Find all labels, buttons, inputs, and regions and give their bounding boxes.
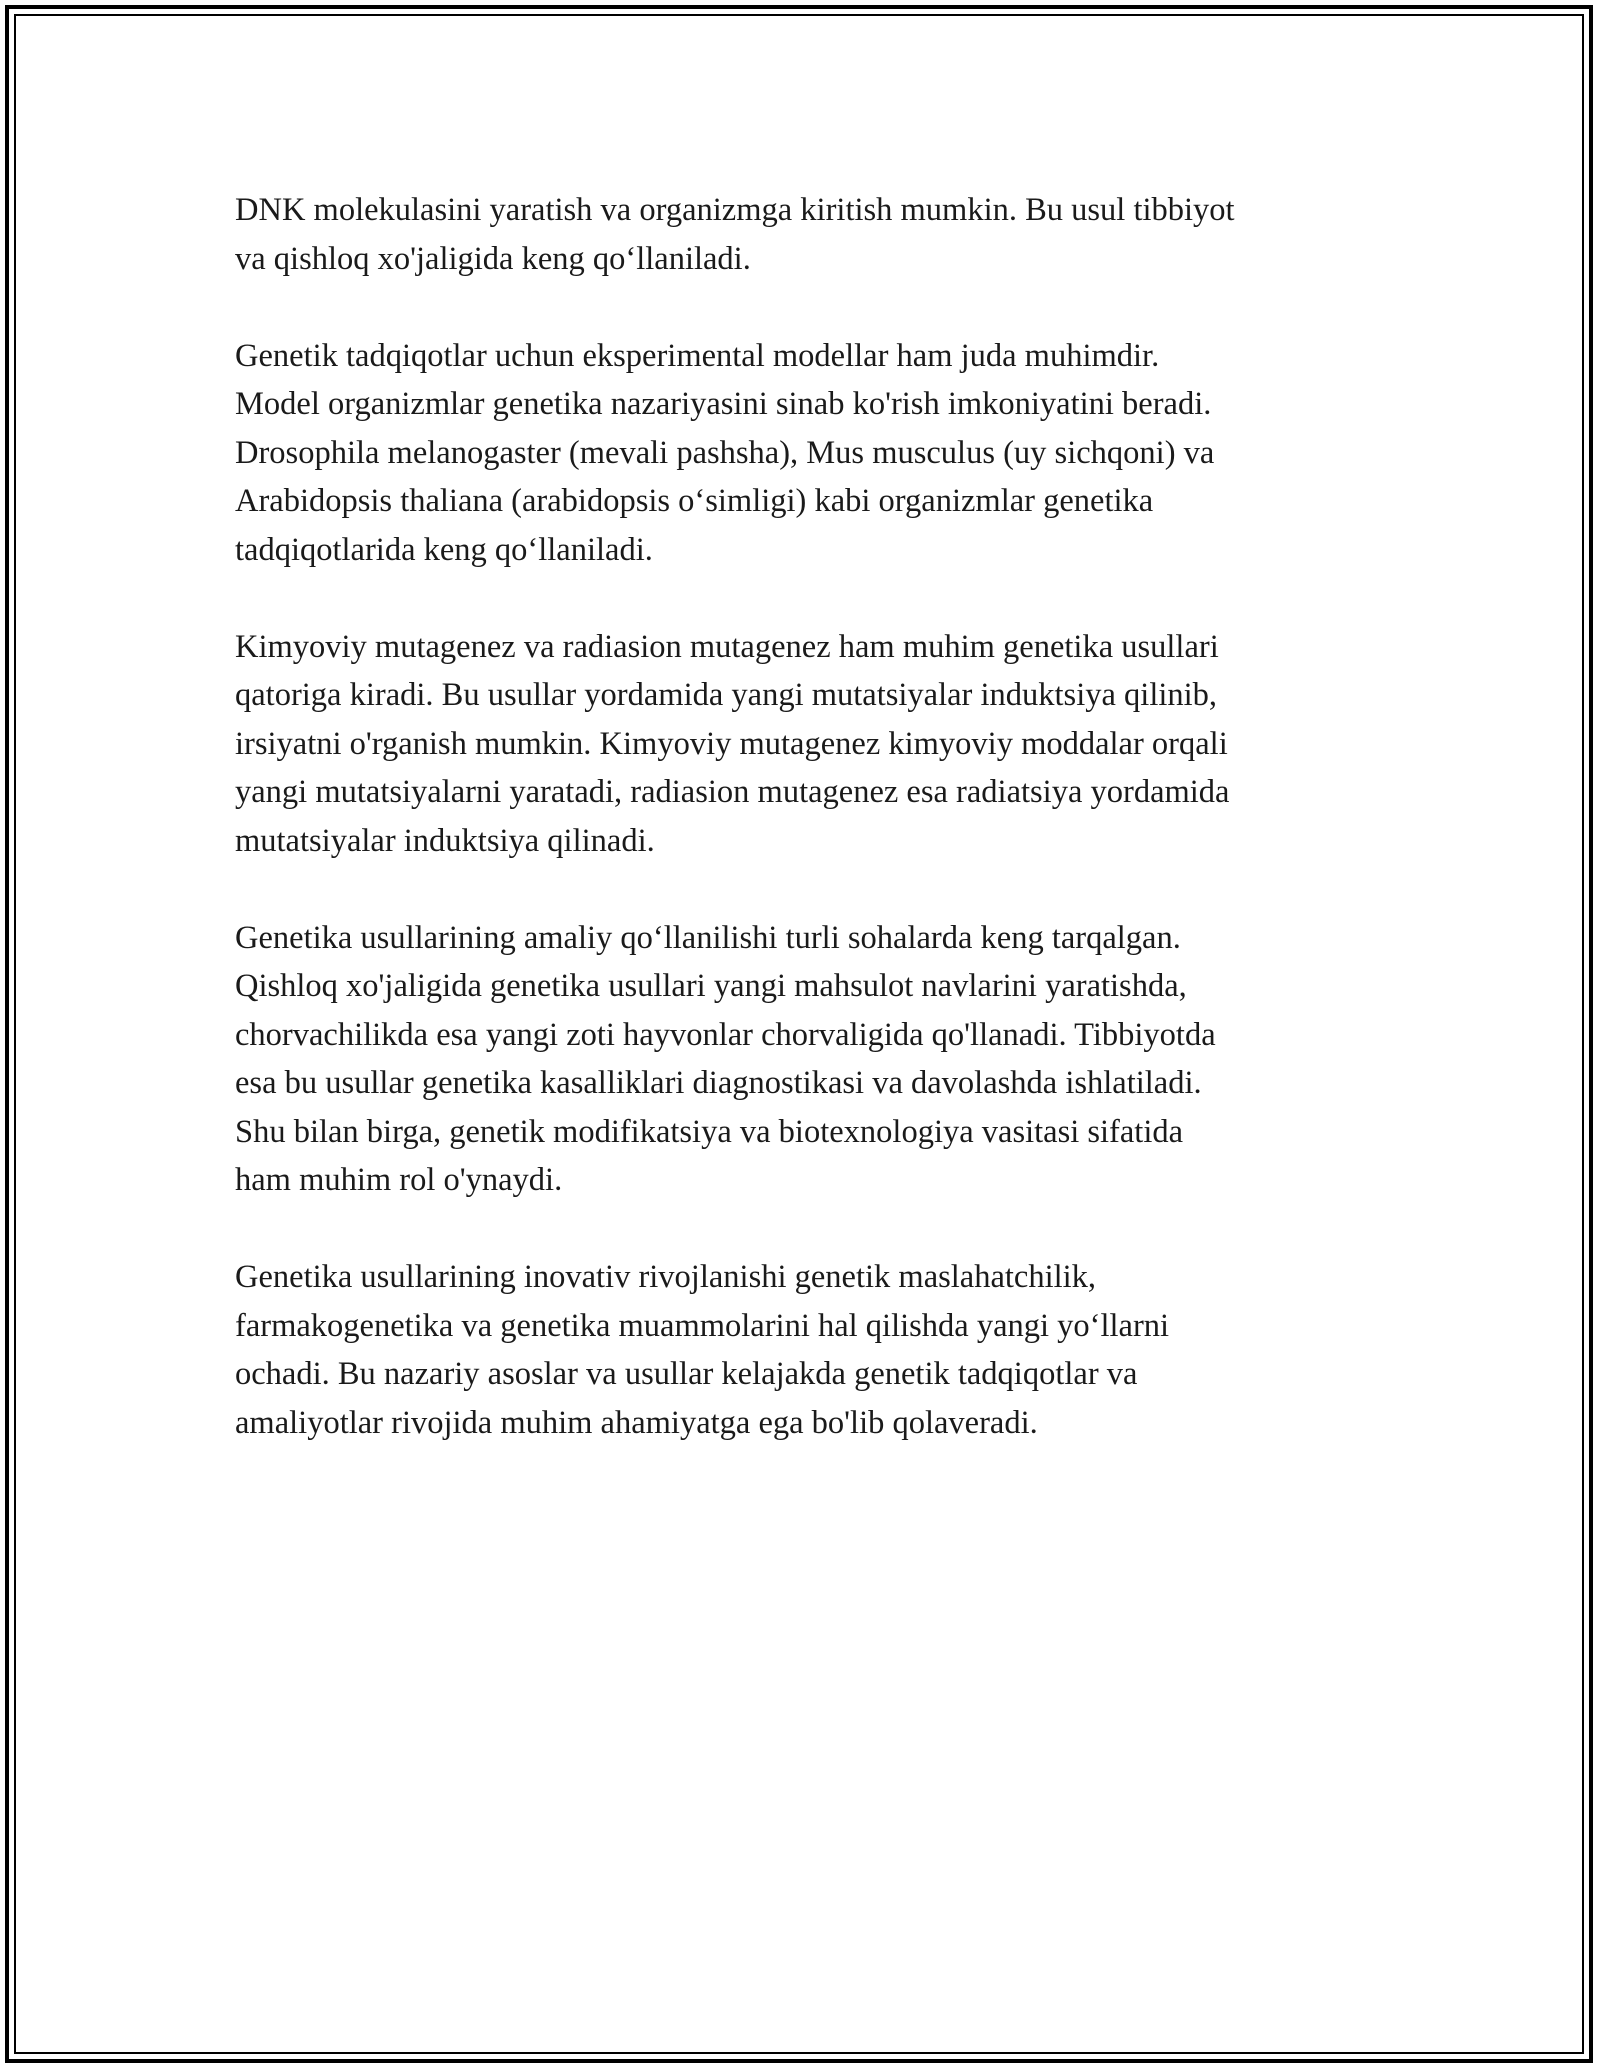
paragraph-mutagenesis — [235, 623, 1395, 866]
text-line: Model organizmlar genetika nazariyasini sinab ko'rish imkoniyatini beradi. — [235, 386, 1212, 422]
text-line: Shu bilan birga, genetik modifikatsiya va biotexnologiya vasitasi sifatida — [235, 1113, 1184, 1150]
text-line: yangi mutatsiyalarni yaratadi, radiasion mutagenez esa radiatsiya yordamida — [235, 774, 1230, 810]
text-line: Drosophila melanogaster (mevali pashsha), Mus musculus (uy sichqoni) va — [235, 434, 1215, 471]
text-line: va qishloq xo'jaligida keng qo‘llaniladi. — [235, 240, 751, 277]
text-line: amaliyotlar rivojida muhim ahamiyatga ega bo'lib qolaveradi. — [235, 1404, 1038, 1441]
text-line: Arabidopsis thaliana (arabidopsis o‘simligi) kabi organizmlar genetika — [235, 483, 1154, 519]
text-line: ochadi. Bu nazariy asoslar va usullar kelajakda genetik tadqiqotlar va — [235, 1356, 1138, 1392]
text-line: Genetika usullarining amaliy qo‘llanilishi turli sohalarda keng tarqalgan. — [235, 919, 1181, 956]
text-line: DNK molekulasini yaratish va organizmga kiritish mumkin. Bu usul tibbiyot — [235, 192, 1235, 228]
text-line: irsiyatni o'rganish mumkin. Kimyoviy mutagenez kimyoviy moddalar orqali — [235, 725, 1228, 762]
text-line: esa bu usullar genetika kasalliklari diagnostikasi va davolashda ishlatiladi. — [235, 1065, 1202, 1101]
paragraph-applications — [235, 914, 1395, 1205]
text-line: Qishloq xo'jaligida genetika usullari yangi mahsulot navlarini yaratishda, — [235, 968, 1187, 1004]
text-line: Genetik tadqiqotlar uchun eksperimental modellar ham juda muhimdir. — [235, 337, 1160, 374]
paragraph-innovation — [235, 1253, 1395, 1447]
text-line: qatoriga kiradi. Bu usullar yordamida yangi mutatsiyalar induktsiya qilinib, — [235, 677, 1218, 713]
text-line: Genetika usullarining inovativ rivojlanishi genetik maslahatchilik, — [235, 1259, 1097, 1295]
paragraph-model-organisms — [235, 332, 1395, 575]
text-line: chorvachilikda esa yangi zoti hayvonlar chorvaligida qo'llanadi. Tibbiyotda — [235, 1016, 1216, 1053]
document-body — [235, 186, 1395, 1496]
text-line: mutatsiyalar induktsiya qilinadi. — [235, 822, 655, 859]
text-line: farmakogenetika va genetika muammolarini hal qilishda yangi yo‘llarni — [235, 1307, 1170, 1344]
text-line: Kimyoviy mutagenez va radiasion mutagenez ham muhim genetika usullari — [235, 628, 1219, 665]
paragraph-dnk — [235, 186, 1395, 283]
text-line: tadqiqotlarida keng qo‘llaniladi. — [235, 531, 653, 568]
text-line: ham muhim rol o'ynaydi. — [235, 1162, 563, 1198]
